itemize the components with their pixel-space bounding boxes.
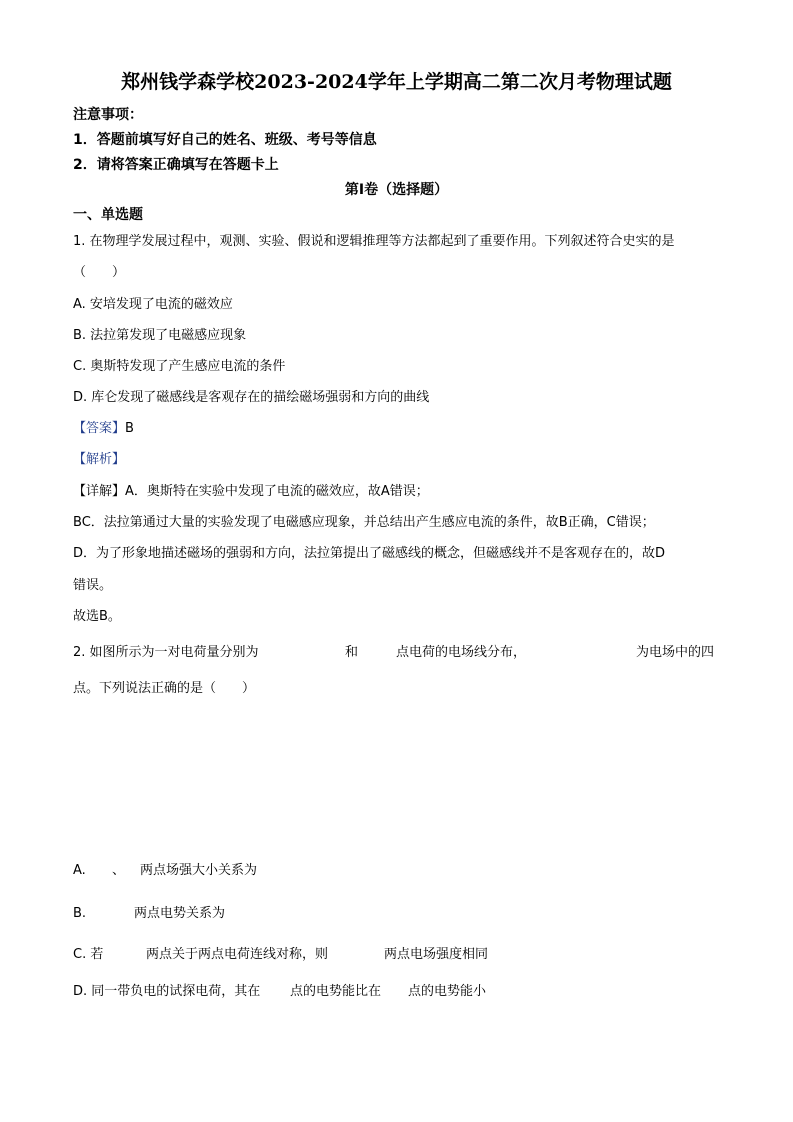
q1-conclusion: 故选B。 <box>73 609 121 624</box>
detail-a-text: A．奥斯特在实验中发现了电流的磁效应，故A错误； <box>125 484 429 499</box>
answer-tag: 【答案】 <box>73 421 126 436</box>
detail-tag: 【详解】 <box>73 484 126 499</box>
q2-stem-part-3: 点电荷的电场线分布， <box>396 645 527 660</box>
answer-value: B <box>125 421 134 436</box>
q2-option-d-mid: 点的电势能比在 <box>290 984 382 999</box>
q1-stem-line-1: 1. 在物理学发展过程中，观测、实验、假说和逻辑推理等方法都起到了重要作用。下列叙述符合史实的是 <box>73 234 675 249</box>
q1-option-a: A. 安培发现了电流的磁效应 <box>73 297 233 312</box>
q1-answer <box>73 420 134 438</box>
q1-detail-a <box>73 483 429 501</box>
q1-stem-line-2: （ ） <box>73 265 126 280</box>
q2-option-d-prefix: D. 同一带负电的试探电荷，其在 <box>73 984 261 999</box>
q2-option-a-text: 两点场强大小关系为 <box>140 863 258 878</box>
q2-option-a-prefix: A. <box>73 863 86 878</box>
q1-option-b: B. 法拉第发现了电磁感应现象 <box>73 328 247 343</box>
section-title: 一、单选题 <box>73 207 143 223</box>
q1-option-c: C. 奥斯特发现了产生感应电流的条件 <box>73 359 286 374</box>
q2-option-c-mid: 两点关于两点电荷连线对称，则 <box>146 947 329 962</box>
q2-option-a-sep: 、 <box>112 863 126 878</box>
q2-stem-line-2: 点。下列说法正确的是（ ） <box>73 681 256 696</box>
q1-detail-d-line-2: 错误。 <box>73 578 113 593</box>
notes-item-2: 2．请将答案正确填写在答题卡上 <box>73 157 279 173</box>
q2-stem-part-1: 2. 如图所示为一对电荷量分别为 <box>73 645 259 660</box>
q1-detail-d-line-1: D．为了形象地描述磁场的强弱和方向，法拉第提出了磁感线的概念，但磁感线并不是客观存在的，故D <box>73 546 666 561</box>
volume-title: 第I卷（选择题） <box>344 182 449 198</box>
q2-option-c-prefix: C. 若 <box>73 947 104 962</box>
notes-item-1: 1．答题前填写好自己的姓名、班级、考号等信息 <box>73 132 377 148</box>
q1-option-d: D. 库仑发现了磁感线是客观存在的描绘磁场强弱和方向的曲线 <box>73 390 430 405</box>
q2-option-c-end: 两点电场强度相同 <box>384 947 489 962</box>
q2-option-d-end: 点的电势能小 <box>408 984 487 999</box>
analysis-tag: 【解析】 <box>73 452 126 467</box>
q2-stem-part-2: 和 <box>345 645 359 660</box>
q2-option-b-prefix: B. <box>73 906 87 921</box>
page-title: 郑州钱学森学校2023-2024学年上学期高二第二次月考物理试题 <box>121 71 672 93</box>
notes-heading: 注意事项： <box>73 107 143 123</box>
q1-detail-bc: BC．法拉第通过大量的实验发现了电磁感应现象，并总结出产生感应电流的条件，故B正确，C错误； <box>73 515 655 530</box>
q2-option-b-text: 两点电势关系为 <box>134 906 226 921</box>
q2-stem-part-4: 为电场中的四 <box>636 645 715 660</box>
